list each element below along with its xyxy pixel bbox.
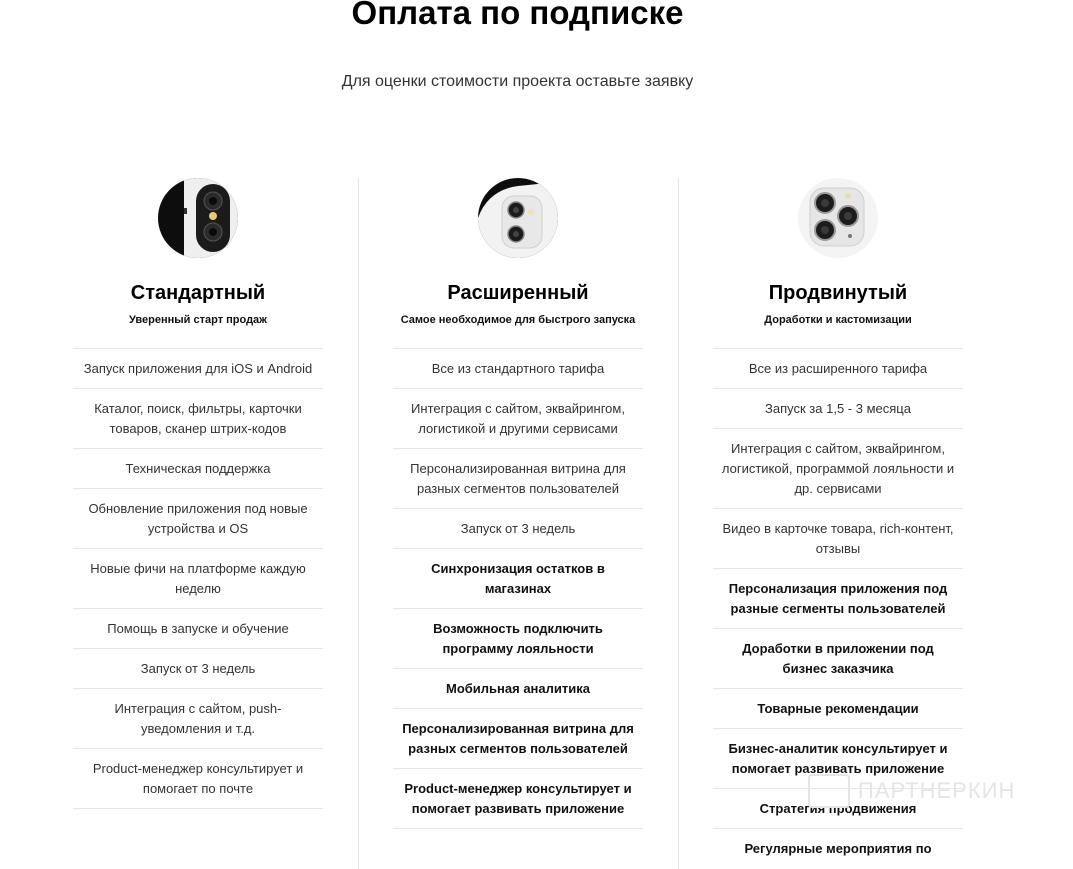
feature-item: Запуск от 3 недель [393, 509, 643, 549]
feature-item: Персонализированная витрина для разных сегментов пользователей [393, 449, 643, 509]
feature-item: Product-менеджер консультирует и помогает развивать приложение [393, 769, 643, 829]
plan-card-advanced [713, 178, 963, 869]
feature-item: Каталог, поиск, фильтры, карточки товаров, сканер штрих-кодов [73, 389, 323, 449]
watermark-logo-icon [808, 774, 850, 808]
feature-item: Товарные рекомендации [713, 689, 963, 729]
feature-item: Интеграция с сайтом, push-уведомления и т.д. [73, 689, 323, 749]
watermark [808, 774, 1015, 808]
feature-list [393, 348, 643, 829]
feature-item: Обновление приложения под новые устройства и OS [73, 489, 323, 549]
feature-item: Все из стандартного тарифа [393, 349, 643, 389]
page-subtitle: Для оценки стоимости проекта оставьте заявку [341, 73, 694, 90]
plan-name: Расширенный [447, 282, 589, 304]
triple-camera-icon [798, 178, 878, 258]
feature-item: Доработки в приложении под бизнес заказчика [713, 629, 963, 689]
plan-card-extended [393, 178, 643, 829]
column-divider [358, 178, 359, 869]
feature-item: Новые фичи на платформе каждую неделю [73, 549, 323, 609]
plan-tagline: Уверенный старт продаж [129, 314, 267, 326]
plan-name: Продвинутый [768, 282, 908, 304]
plan-tagline: Доработки и кастомизации [764, 314, 912, 326]
phone-camera-icon [158, 178, 238, 258]
feature-item: Регулярные мероприятия по [744, 841, 932, 856]
plan-card-standard [73, 178, 323, 809]
feature-item: Возможность подключить программу лояльности [393, 609, 643, 669]
feature-item: Персонализированная витрина для разных сегментов пользователей [393, 709, 643, 769]
feature-item: Запуск от 3 недель [73, 649, 323, 689]
feature-item: Стратегия продвижения [713, 789, 963, 829]
feature-item: Интеграция с сайтом, эквайрингом, логистикой, программой лояльности и др. сервисами [713, 429, 963, 509]
feature-list [73, 348, 323, 809]
column-divider [678, 178, 679, 869]
feature-item: Видео в карточке товара, rich-контент, отзывы [713, 509, 963, 569]
feature-item: Персонализация приложения под разные сегменты пользователей [713, 569, 963, 629]
dual-camera-icon [478, 178, 558, 258]
feature-item: Помощь в запуске и обучение [73, 609, 323, 649]
feature-item: Мобильная аналитика [393, 669, 643, 709]
feature-item: Все из расширенного тарифа [713, 349, 963, 389]
feature-item: Запуск за 1,5 - 3 месяца [713, 389, 963, 429]
feature-item: Бизнес-аналитик консультирует и помогает развивать приложение [713, 729, 963, 789]
feature-item: Интеграция с сайтом, эквайрингом, логистикой и другими сервисами [393, 389, 643, 449]
feature-item: Синхронизация остатков в магазинах [393, 549, 643, 609]
feature-item: Техническая поддержка [73, 449, 323, 489]
feature-item: Product-менеджер консультирует и помогает по почте [73, 749, 323, 809]
plan-name: Стандартный [130, 282, 266, 304]
plan-tagline: Самое необходимое для быстрого запуска [400, 314, 636, 326]
page-title: Оплата по подписке [351, 0, 684, 31]
feature-item: Запуск приложения для iOS и Android [73, 349, 323, 389]
watermark-text: ПАРТНЕРКИН [858, 778, 1016, 803]
